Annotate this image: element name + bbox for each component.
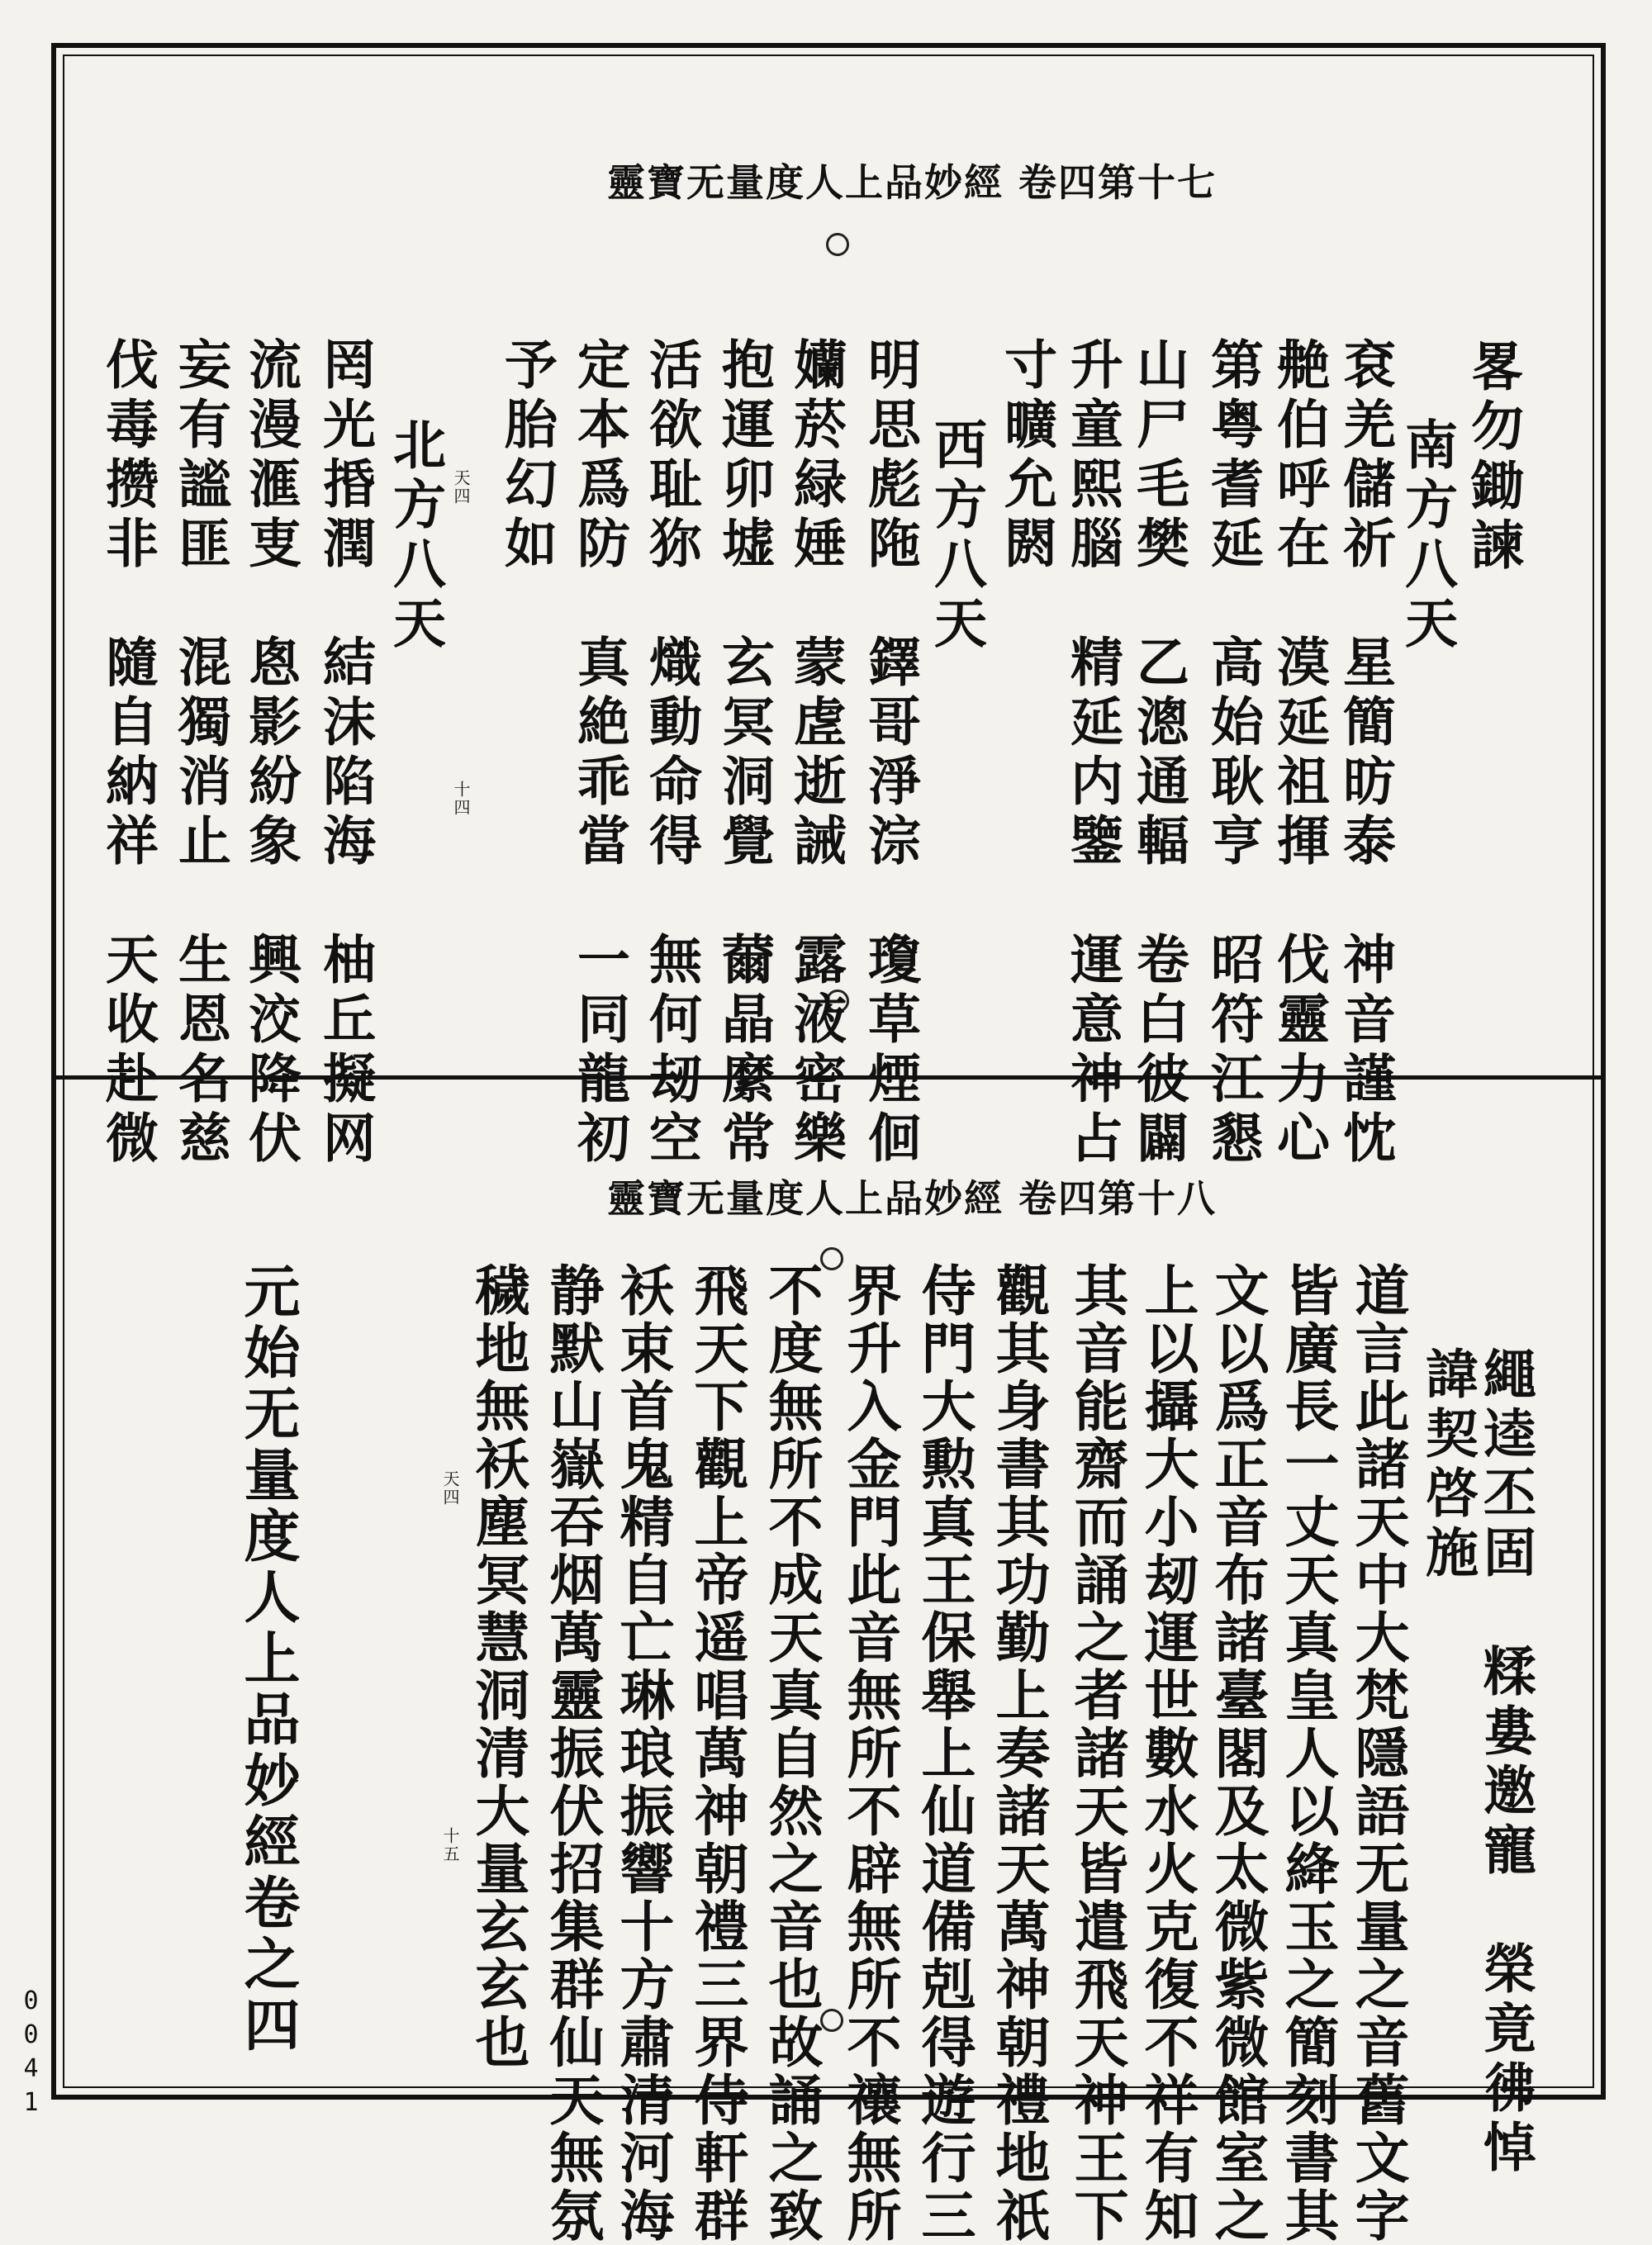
- text-column: 活欲耻狝 熾動命得 無何刼空: [640, 337, 702, 1170]
- small-note: 十四: [451, 781, 471, 817]
- text-column: 諱契啓施: [1417, 1346, 1479, 1584]
- top-header: 靈寶无量度人上品妙經 卷四第十七: [607, 160, 1218, 205]
- text-column: 第粤耆延 高始耿亨 昭符江懇: [1202, 337, 1264, 1170]
- text-column: 界升入金門此音無所不辟無所不禳無所: [838, 1262, 902, 2245]
- text-column: 伐毒攒非 隨自納祥 天收赴微: [97, 337, 159, 1170]
- text-column: 不度無所不成天真自然之音也故誦之致: [759, 1262, 824, 2245]
- text-column: 抱運卯墟 玄冥洞覺 薾晶縻常: [713, 337, 775, 1170]
- text-column: 北方八天: [384, 417, 446, 655]
- text-column: 繩逵丕固 糅婁邀寵 榮竟彿悼: [1474, 1346, 1536, 2179]
- text-column: 寸曠允閼: [995, 337, 1057, 575]
- text-column: 南方八天: [1396, 417, 1458, 655]
- text-column: 上以攝大小刼運世數水火克復不祥有知: [1135, 1262, 1199, 2245]
- text-column: 穢地無袄塵冥慧洞清大量玄玄也: [466, 1262, 530, 2072]
- text-column: 罔光捪潤 結沫陷海 柚丘擬网: [314, 337, 376, 1170]
- text-column: 升童熙腦 精延内鑒 運意神占: [1061, 337, 1123, 1170]
- text-column: 飛天下觀上帝遥唱萬神朝禮三界侍軒群: [685, 1262, 749, 2245]
- text-column: 予胎幻如: [496, 337, 558, 575]
- text-column: 道言此諸天中大梵隱語无量之音舊文字: [1346, 1262, 1410, 2245]
- text-column: 侍門大勲真王保舉上仙道備剋得遊行三: [912, 1262, 976, 2245]
- closing-title: 元始无量度人上品妙經卷之四: [235, 1262, 301, 2057]
- small-note: 天四: [440, 1470, 460, 1507]
- page-number: 0041: [17, 1986, 45, 2122]
- text-column: 定本爲防 真絶乖當 一同龍初: [568, 337, 630, 1170]
- text-column: 畧勿鋤諫: [1462, 339, 1524, 577]
- text-column: 艴伯呼在 漠延祖揮 伐靈力心: [1268, 337, 1330, 1170]
- text-column: 妄有謐匪 混獨消止 生恩名慈: [169, 337, 231, 1170]
- text-column: 流漫滙叓 悤影紛象 興洨降伏: [240, 337, 301, 1170]
- text-column: 袄束首鬼精自亡琳琅振響十方肅清河海: [610, 1262, 675, 2245]
- text-column: 文以爲正音布諸臺閣及太微紫微館室之: [1205, 1262, 1270, 2245]
- small-note: 天四: [451, 469, 471, 505]
- circle-mark-icon: [826, 233, 849, 256]
- small-note: 十五: [440, 1827, 460, 1863]
- text-column: 静默山嶽吞烟萬靈振伏招集群仙天無氛: [540, 1262, 605, 2245]
- text-column: 皆廣長一丈天真皇人以絳玉之簡刻書其: [1275, 1262, 1340, 2245]
- text-column: 袞羌儲祈 星簡昉泰 神音謹忱: [1334, 337, 1396, 1170]
- text-column: 明思彪陁 鐸哥淨淙 瓊草煙佪: [859, 337, 921, 1170]
- text-column: 西方八天: [925, 417, 987, 655]
- bottom-header: 靈寶无量度人上品妙經 卷四第十八: [607, 1176, 1218, 1221]
- text-column: 觀其身書其功勤上奏諸天萬神朝禮地祇: [986, 1262, 1051, 2245]
- text-column: 山尸毛樊 乙漗通輻 卷白彼闢: [1127, 337, 1189, 1170]
- text-column: 孏菸緑娷 蒙虗逝誡 露液密樂: [785, 337, 847, 1170]
- text-column: 其音能齋而誦之者諸天皆遣飛天神王下: [1065, 1262, 1129, 2245]
